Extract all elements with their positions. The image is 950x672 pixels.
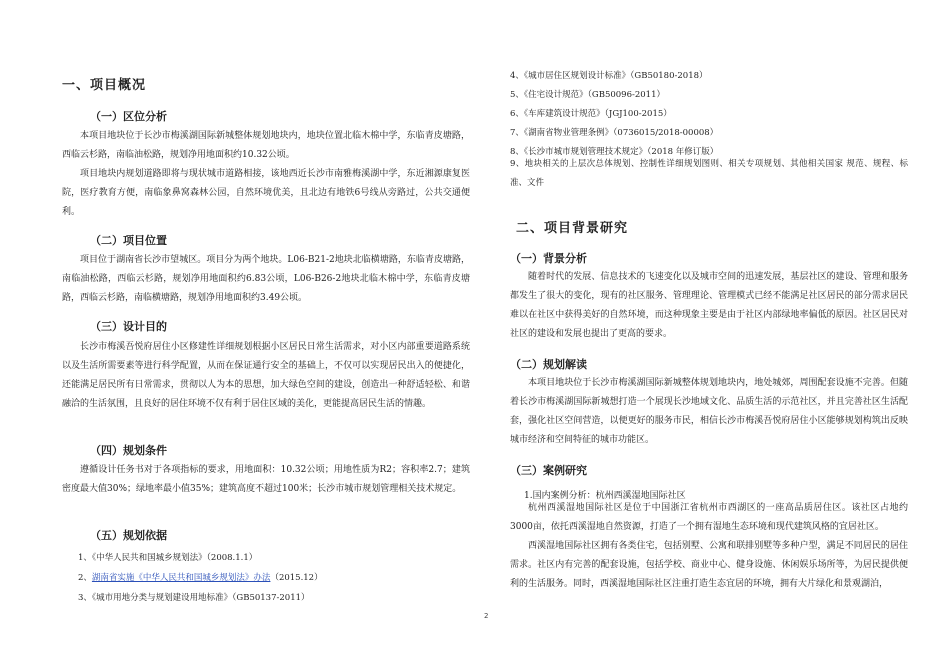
- heading-background-analysis: （一）背景分析: [510, 252, 587, 265]
- paragraph-case-study-2: 西溪湿地国际社区拥有各类住宅，包括别墅、公寓和联排别墅等多种户型，满足不同居民的居住需求。社区内有完善的配套设施，包括学校、商业中心、健身设施、休闲娱乐场所等，为居民提供便利的生活服务。同时，西溪湿地国际社区注重打造生态宜居的环境，拥有大片绿化和景观湖泊，: [510, 541, 908, 589]
- list-item: 8、《长沙市城市规划管理技术规定》（2018 年修订版）: [510, 147, 719, 157]
- paragraph-plan-interpretation: 本项目地块位于长沙市梅溪湖国际新城整体规划地块内，地处城郊，周围配套设施不完善。但随着长沙市梅溪湖国际新城想打造一个展现长沙地域文化、品质生活的示范社区，并且完善社区生活配套，强化社区空间营造，以便更好的服务市民，相信长沙市梅溪吾悦府居住小区能够规划构筑出反映城市经济和空间特征的城市功能区。: [510, 378, 908, 445]
- section-title-background: 二、项目背景研究: [516, 221, 629, 236]
- paragraph-planning-conditions: 遵循设计任务书对于各项指标的要求，用地面积：10.32公顷；用地性质为R2；容积率2.7；建筑密度最大值30%；绿地率最小值35%；建筑高度不超过100米；长沙市城市规划管理相关技术规定。: [62, 465, 470, 494]
- section-title-overview: 一、项目概况: [62, 78, 147, 93]
- list-item: 1、《中华人民共和国城乡规划法》（2008.1.1）: [78, 553, 258, 563]
- list-item: 5、《住宅设计规范》（GB50096-2011）: [510, 90, 666, 100]
- page-number: 2: [484, 612, 489, 620]
- heading-location-analysis: （一）区位分析: [90, 110, 167, 123]
- case-study-subtitle: 1.国内案例分析：杭州西溪湿地国际社区: [524, 491, 686, 501]
- list-item-9: 9、地块相关的上层次总体规划、控制性详细规划图则、相关专项规划、其他相关国家 规范、规程、标准、文件: [510, 159, 908, 188]
- paragraph-background-analysis: 随着时代的发展、信息技术的飞速变化以及城市空间的迅速发展，基层社区的建设、管理和服务都发生了很大的变化，现有的社区服务、管理理论、管理模式已经不能满足社区居民的部分需求居民难以在社区中获得美好的自然环境，而这种现象主要是由于社区内部绿地率偏低的原因。社区居民对社区的建设和发展也提出了更高的要求。: [510, 272, 908, 339]
- paragraph-design-purpose: 长沙市梅溪吾悦府居住小区修建性详细规划根据小区居民日常生活需求，对小区内部重要道路系统以及生活所需要素等进行科学配置，从而在保证通行安全的基础上，不仅可以实现居民出入的便捷化，还能满足居民所有日常需求，贯彻以人为本的思想，加大绿色空间的建设，创造出一种舒适轻松、和谐融洽的生活氛围，且良好的居住环境不仅有利于居住区域的美化，更能提高居民生活的情趣。: [62, 342, 470, 409]
- heading-plan-interpretation: （二）规划解读: [510, 358, 587, 371]
- paragraph-location-analysis: 本项目地块位于长沙市梅溪湖国际新城整体规划地块内，地块位置北临木棉中学，东临青皮塘路，西临云杉路，南临油松路，规划净用地面积约10.32公顷。: [62, 131, 470, 160]
- heading-case-study: （三）案例研究: [510, 464, 587, 477]
- list-item: 6、《车库建筑设计规范》（JGJ100-2015）: [510, 109, 672, 119]
- link-hunan-implementation[interactable]: 湖南省实施《中华人民共和国城乡规划法》办法: [91, 573, 271, 583]
- heading-planning-basis: （五）规划依据: [90, 529, 167, 542]
- heading-project-location: （二）项目位置: [90, 234, 167, 247]
- paragraph-location-analysis-2: 项目地块内规划道路即将与现状城市道路相接，该地西近长沙市南雅梅溪湖中学，东近湘源康复医院，医疗教育方便，南临象鼻窝森林公园，自然环境优美，且北边有地铁6号线从旁路过，公共交通便利。: [62, 169, 470, 217]
- heading-design-purpose: （三）设计目的: [90, 320, 167, 333]
- list-item: 2、湖南省实施《中华人民共和国城乡规划法》办法（2015.12）: [78, 573, 323, 583]
- paragraph-case-study-1: 杭州西溪湿地国际社区是位于中国浙江省杭州市西湖区的一座高品质居住区。该社区占地约3000亩，依托西溪湿地自然资源，打造了一个拥有湿地生态环境和现代建筑风格的宜居社区。: [510, 503, 908, 532]
- list-item: 7、《湖南省物业管理条例》（0736015/2018-00008）: [510, 128, 719, 138]
- list-item: 4、《城市居住区规划设计标准》（GB50180-2018）: [510, 71, 708, 81]
- list-item: 3、《城市用地分类与规划建设用地标准》（GB50137-2011）: [78, 593, 310, 603]
- heading-planning-conditions: （四）规划条件: [90, 444, 167, 457]
- paragraph-project-location: 项目位于湖南省长沙市望城区。项目分为两个地块。L06-B21-2地块北临横塘路，东临青皮塘路，南临油松路，西临云杉路，规划净用地面积约6.83公顷，L06-B26-2地块北临木棉中学，东临青皮塘路，西临云杉路，南临横塘路，规划净用地面积约3.49公顷。: [62, 255, 470, 303]
